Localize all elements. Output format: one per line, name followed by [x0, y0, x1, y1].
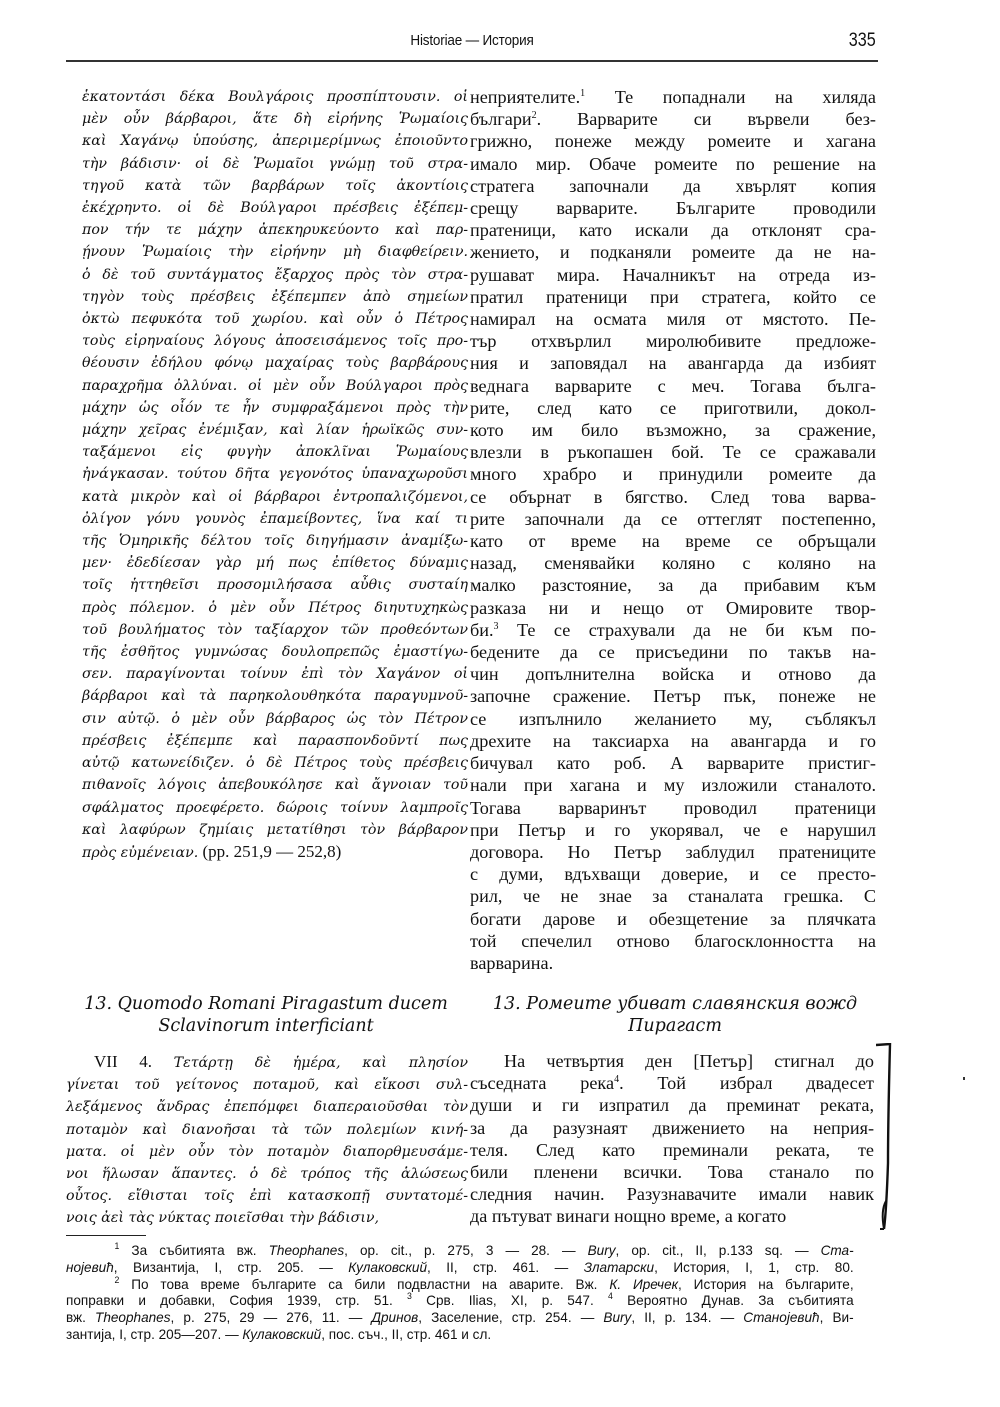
- italic-citation: нојевић: [66, 1258, 114, 1275]
- italic-citation: Ста-: [820, 1242, 854, 1258]
- text-line: българи$^2$. Варварите си вървели без-: [470, 109, 876, 130]
- greek-section-13-text: [66, 1051, 468, 1230]
- text-line: малко разстояние, за да прибавим към: [470, 575, 876, 596]
- italic-citation: К. Иречек: [609, 1275, 679, 1292]
- text-line: τοῖς ἡττηθεῖσι προσομιλήσασα αὖθις συσταίη: [82, 577, 468, 594]
- text-line: πον τήν τε μάχην ἀπεκηρυκεύοντο καὶ παρ-: [82, 222, 468, 239]
- text-line: μάχην ὡς οἷόν τε ἦν συμφραξάμενοι πρὸς τὴν: [82, 399, 468, 416]
- heading-latin-line1: 13. Quomodo Romani Piragastum ducem: [84, 994, 448, 1014]
- text-line: веднага варварите с меч. Тогава бълга-: [470, 375, 876, 396]
- footnote-marker: 1: [114, 1241, 120, 1251]
- text-line: разказа ни и нещо от Омировите твор-: [470, 597, 876, 618]
- text-line: теля. След като преминали реката, те: [470, 1139, 874, 1160]
- scan-speck: [963, 1077, 965, 1080]
- text-line: VII 4. Τετάρτῃ δὲ ἡμέρα, καὶ πλησίον: [94, 1052, 468, 1071]
- text-line: влезли в ръкопашен бой. Те се сражавали: [470, 442, 876, 463]
- text-line: ἐκέχρηντο. οἱ δὲ Βούλγαροι πρέσβεις ἐξέπεμ-: [82, 200, 468, 217]
- text-line: започне сражение. Петър пък, понеже не: [470, 686, 876, 707]
- text-line: тър отхвърлил миролюбивите предложе-: [470, 331, 876, 352]
- text-line: σφάλματος προεφέρετο. δώροις τοίνυν λαμπροῖς: [82, 799, 468, 816]
- footnote-marker: 4: [614, 1074, 620, 1086]
- section-heading-latin: [66, 993, 466, 1037]
- text-line: били пленени всички. Това станало по: [470, 1162, 874, 1183]
- text-line: ὀλίγον γόνυ γουνὸς ἐπαμείβοντες, ἵνα καί τι: [82, 510, 468, 527]
- text-line: σιν αὐτῷ. ὁ μὲν οὖν βάρβαρος ὡς τὸν Πέτρον: [82, 710, 468, 727]
- text-line: за да разузнаят движението на неприя-: [470, 1117, 874, 1138]
- text-line: μάχην χεῖρας ἐνέμιξαν, καὶ λίαν ἡρωϊκῶς συν-: [82, 422, 468, 439]
- text-line: договора. Но Петър заблудил пратениците: [470, 841, 876, 862]
- text-line: μὲν οὖν βάρβαροι, ἅτε δὴ εἰρήνης Ῥωμαίοις: [82, 111, 468, 128]
- text-line: следния начин. Разузнавачите имали навик: [470, 1184, 874, 1205]
- text-line: жението, и подканяли ромеите да не на-: [470, 242, 876, 263]
- text-line: би.$^3$ Те се страхували да не би към по-: [470, 619, 876, 640]
- text-line: рил, че не знае за станалата грешка. С: [470, 886, 876, 907]
- text-line: грижно, понеже между ромеите и хагана: [470, 131, 876, 152]
- heading-bulgarian-line1: 13. Ромеите убиват славянския вожд: [492, 994, 858, 1014]
- text-line: νοις ἀεὶ τὰς νύκτας ποιεῖσθαι τὴν βάδισιν,: [66, 1210, 380, 1227]
- text-line: да пътуват винаги нощно време, а когато: [470, 1206, 787, 1227]
- text-line: λεξάμενος ἄνδρας ἐπεπόμφει διαπεραιοῦσθαι τὸν: [66, 1099, 468, 1116]
- page-number: 335: [849, 30, 876, 51]
- heading-bulgarian-line2: Пирагаст: [628, 1016, 722, 1036]
- text-line: τοῦ βουλήματος τὸν ταξίαρχον τῶν προθεόντων: [82, 621, 468, 638]
- text-line: нојевић, Византија, I, стр. 205. — Кулаковский, II, стр. 461. — Златарски, История, I, 1, стр. 80.: [66, 1258, 854, 1275]
- text-line: като от време на време се обръщали: [470, 531, 876, 552]
- text-line: τηγὸν τοὺς πρέσβεις ἐξέπεμπεν ἀπὸ σημείων: [82, 288, 468, 305]
- text-line: срещу варварите. Българите проводили: [470, 198, 876, 219]
- text-line: души и ги изпратил да преминат реката,: [470, 1095, 874, 1116]
- text-line: На четвъртия ден [Петър] стигнал до: [504, 1051, 874, 1071]
- text-line: ματα. οἱ μὲν οὖν τὸν ποταμὸν διαπορθμευσάμε-: [66, 1143, 468, 1160]
- text-line: ῄνουν Ῥωμαίοις τὴν εἰρήνην μὴ διαφθείρειν.: [82, 244, 468, 261]
- text-line: ὁ δὲ τοῦ συντάγματος ἔξαρχος πρὸς τὸν στρα-: [82, 266, 468, 283]
- italic-citation: Златарски: [583, 1258, 655, 1275]
- footnote-marker: 3: [407, 1291, 412, 1302]
- bulgarian-section-13-text: [470, 1050, 874, 1228]
- text-line: неприятелите.$^1$ Те попаднали на хиляда: [470, 87, 876, 107]
- italic-citation: Станојевић: [743, 1309, 820, 1326]
- text-line: βάρβαροι καὶ τὰ παρηκολουθηκότα παραγυμνοῦ-: [82, 688, 468, 705]
- chapter-marker: VII 4.: [94, 1052, 174, 1071]
- text-line: стратега започнали да хвърлят копия: [470, 175, 876, 196]
- text-line: οὗτος. εἴθισται τοῖς ἐπὶ κατασκοπῇ συντατομέ-: [66, 1188, 468, 1205]
- text-line: τὴν βάδισιν· οἱ δὲ Ῥωμαῖοι γνώμῃ τοῦ στρα-: [82, 155, 468, 172]
- text-line: нали при хагана и му изложили станалото.: [470, 775, 876, 796]
- text-line: чин допълнителна войска и отново да: [470, 664, 876, 685]
- margin-bracket-mark: [876, 1043, 894, 1231]
- text-line: ταξάμενοι εἰς φυγὴν ἀποκλῖναι Ῥωμαίους: [82, 444, 468, 461]
- italic-citation: Дринов: [371, 1309, 419, 1326]
- text-line: имало мир. Обаче ромеите по решение на: [470, 153, 876, 174]
- italic-citation: Кулаковский: [242, 1325, 322, 1342]
- italic-citation: Theophanes: [268, 1242, 345, 1258]
- text-line: καὶ λαφύρων ζημίαις μετατίθησι τὸν βάρβαρον: [82, 821, 468, 838]
- text-line: τοὺς εἰρηναίους λόγους ἀποσεισάμενος τοῖς προ-: [82, 333, 468, 350]
- footnote-separator: [66, 1235, 146, 1236]
- source-reference: (pp. 251,9 — 252,8): [198, 841, 342, 861]
- text-line: пратил пратеници при стратега, който се: [470, 286, 876, 307]
- footnote-marker: 2: [531, 110, 537, 122]
- text-line: τῆς ἐσθῆτος γυμνώσας δουλοπρεπῶς ἐμαστίγω-: [82, 644, 468, 661]
- text-line: πιθανοῖς λόγοις ἀπεβουκόλησε καὶ ἄγνοιαν τοῦ: [82, 777, 468, 794]
- italic-citation: Bury: [587, 1242, 616, 1258]
- footnote-marker: 2: [114, 1274, 120, 1285]
- text-line: дрехите на таксиарха на авангарда и го: [470, 730, 876, 751]
- text-line: рушават мира. Началникът на отреда из-: [470, 264, 876, 285]
- text-line: μεν· ἐδεδίεσαν γὰρ μή πως ἐπίθετος δύναμις: [82, 555, 468, 572]
- text-line: $^2$ По това време българите са били подвластни на аварите. Вж. К. Иречек, История на българите,: [114, 1274, 854, 1292]
- running-title: Historiae — История: [410, 32, 534, 49]
- text-line: той спечелил отново благосклонността на: [470, 930, 876, 951]
- text-line: с думи, вдъхващи доверие, и се престо-: [470, 864, 876, 885]
- footnotes: [66, 1242, 854, 1343]
- text-line: много храбро и принудили ромеите да: [470, 464, 876, 485]
- text-line: съседната река$^4$. Той избрал двадесет: [470, 1073, 874, 1094]
- text-line: вж. Theophanes, p. 275, 29 — 276, 11. — Дринов, Заселение, стр. 254. — Bury, II, p. 134. — Станојевић, Ви-: [66, 1309, 854, 1326]
- text-line: αὐτῷ κατωνείδιζεν. ὁ δὲ Πέτρος τοὺς πρέσβεις: [82, 755, 468, 772]
- text-line: намирал на осмата миля от мястото. Пе-: [470, 309, 876, 330]
- page-header: [66, 30, 878, 60]
- text-line: νοι ἥλωσαν ἅπαντες. ὁ δὲ τρόπος τῆς ἁλώσεως: [66, 1166, 468, 1183]
- text-line: се изпълнило желанието му, съблякъл: [470, 708, 876, 729]
- text-line: се обърнат в бягство. След това варва-: [470, 486, 876, 507]
- header-rule: [66, 60, 878, 62]
- text-line: κατὰ μικρὸν καὶ οἱ βάρβαροι ἐντροπαλιζόμενοι,: [82, 488, 468, 505]
- text-line: Тогава варваринът проводил пратеници: [470, 797, 876, 818]
- text-line: при Петър и го укорявал, че е нарушил: [470, 819, 876, 840]
- text-line: τηγοῦ κατὰ τῶν βαρβάρων τοῖς ἀκοντίοις: [82, 177, 468, 194]
- text-line: σεν. παραγίνονται τοίνυν ἐπὶ τὸν Χαγάνον οἱ: [82, 666, 468, 683]
- text-line: бичувал като роб. А варварите пристиг-: [470, 753, 876, 774]
- greek-text-column: [82, 86, 468, 864]
- text-line: πρέσβεις ἐξέπεμπε καὶ παρασπονδοῦντί πως: [82, 732, 468, 749]
- footnote-marker: 3: [493, 620, 499, 632]
- text-line: поправки и добавки, София 1939, стр. 51. $^3$ Срв. Ilias, XI, p. 547. $^4$ Вероятно Дунав. За събитията: [66, 1291, 854, 1309]
- text-line: назад, сменявайки коляно с коляно на: [470, 553, 876, 574]
- text-line: θέουσιν ἐδήλου φόνῳ μαχαίρας τοὺς βαρβάρους: [82, 355, 468, 372]
- heading-latin-line2: Sclavinorum interficiant: [158, 1016, 374, 1036]
- text-line: πρὸς εὐμένειαν. (pp. 251,9 — 252,8): [82, 841, 342, 861]
- text-line: ἑκατοντάσι δέκα Βουλγάροις προσπίπτουσιν. οἱ: [82, 89, 468, 105]
- text-line: богати дарове и обезщетение за плячката: [470, 908, 876, 929]
- text-line: γίνεται τοῦ γείτονος ποταμοῦ, καὶ εἴκοσι συλ-: [66, 1077, 468, 1094]
- text-line: ὀκτὼ πεφυκότα τοῦ χωρίου. καὶ οὖν ὁ Πέτρος: [82, 311, 468, 328]
- italic-citation: Кулаковский: [348, 1258, 428, 1275]
- italic-citation: Theophanes: [95, 1309, 171, 1326]
- text-line: ἠνάγκασαν. τούτου δῆτα γεγονότος ὑπαναχωροῦσι: [82, 466, 468, 483]
- text-line: καὶ Χαγάνῳ ὑπούσης, ἀπεριμερίμνως ἐποιοῦντο: [82, 133, 468, 150]
- footnote-marker: 1: [580, 88, 586, 99]
- section-heading-bulgarian: [470, 993, 880, 1037]
- text-line: рите, след като се приготвили, докол-: [470, 397, 876, 418]
- text-line: τῆς Ὁμηρικῆς δέλτου τοῖς διηγήμασιν ἀναμίξω-: [82, 533, 468, 550]
- footnote-marker: 4: [607, 1291, 613, 1302]
- text-line: рите започнали да се оттеглят постепенно,: [470, 508, 876, 529]
- text-line: кото им било възможно, за сражение,: [470, 420, 876, 441]
- text-line: $^1$ За събитията вж. Theophanes, op. cit., p. 275, 3 — 28. — Bury, op. cit., II, p.133 sq. — Ста-: [114, 1241, 854, 1258]
- text-line: зантија, I, стр. 205—207. — Кулаковский, пос. съч., II, стр. 461 и сл.: [66, 1325, 492, 1342]
- text-line: ποταμὸν καὶ διανοῆσαι τὰ τῶν πολεμίων κινή-: [66, 1121, 468, 1138]
- italic-citation: Bury: [603, 1309, 632, 1326]
- bulgarian-translation-column: [470, 86, 876, 974]
- text-line: παραχρῆμα ὀλλύναι. οἱ μὲν οὖν Βούλγαροι πρὸς: [82, 377, 468, 394]
- text-line: варварина.: [470, 952, 554, 973]
- text-line: бедените да се присъедини по такъв на-: [470, 642, 876, 663]
- text-line: ния и заповядал на авангарда да избият: [470, 353, 876, 374]
- text-line: пратеници, като искали да отклонят сра-: [470, 220, 876, 241]
- text-line: πρὸς πόλεμον. ὁ μὲν οὖν Πέτρος διηυτυχηκὼς: [82, 599, 468, 616]
